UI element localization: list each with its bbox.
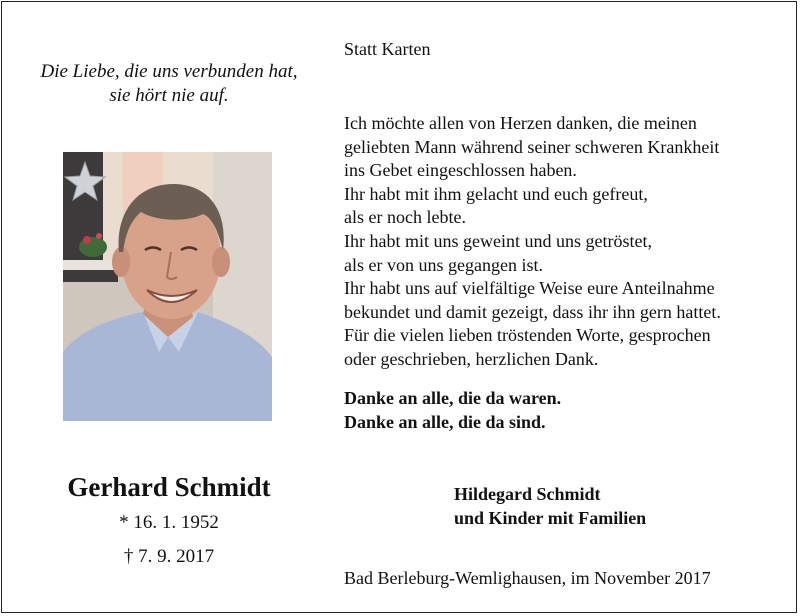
notice-line: als er von uns gegangen ist. [344, 254, 543, 275]
thanks-line: Danke an alle, die da sind. [344, 411, 546, 432]
thanks-block [344, 387, 561, 434]
notice-line: geliebten Mann während seiner schweren Krankheit [344, 136, 720, 157]
motto-line: Die Liebe, die uns verbunden hat, [40, 61, 298, 82]
death-date: † 7. 9. 2017 [123, 546, 215, 567]
notice-line: oder geschrieben, herzlichen Dank. [344, 348, 599, 369]
deceased-name: Gerhard Schmidt [67, 472, 271, 502]
thanks-line: Danke an alle, die da waren. [344, 388, 562, 408]
notice-line: als er noch lebte. [344, 207, 466, 228]
notice-line: Für die vielen lieben tröstenden Worte, gesprochen [344, 325, 711, 346]
birth-date: * 16. 1. 1952 [119, 512, 219, 533]
motto [16, 60, 322, 108]
notice-line: ins Gebet eingeschlossen haben. [344, 160, 577, 181]
signers [454, 483, 646, 530]
portrait-photo [63, 152, 272, 421]
notice-line: Ich möchte allen von Herzen danken, die meinen [344, 113, 697, 133]
notice-body [344, 112, 784, 372]
signer-line: Hildegard Schmidt [454, 484, 601, 504]
notice-line: Ihr habt uns auf vielfältige Weise eure Anteilnahme [344, 278, 715, 299]
motto-line: sie hört nie auf. [109, 85, 229, 106]
signer-line: und Kinder mit Familien [454, 507, 647, 528]
obituary-card [1, 1, 797, 613]
notice-line: Ihr habt mit ihm gelacht und euch gefreut, [344, 183, 648, 204]
place-date: Bad Berleburg-Wemlighausen, im November 2017 [344, 568, 711, 588]
notice-line: Ihr habt mit uns geweint und uns getröstet, [344, 230, 652, 251]
notice-heading: Statt Karten [344, 39, 431, 59]
notice-line: bekundet und damit gezeigt, dass ihr ihn gern hattet. [344, 301, 721, 322]
